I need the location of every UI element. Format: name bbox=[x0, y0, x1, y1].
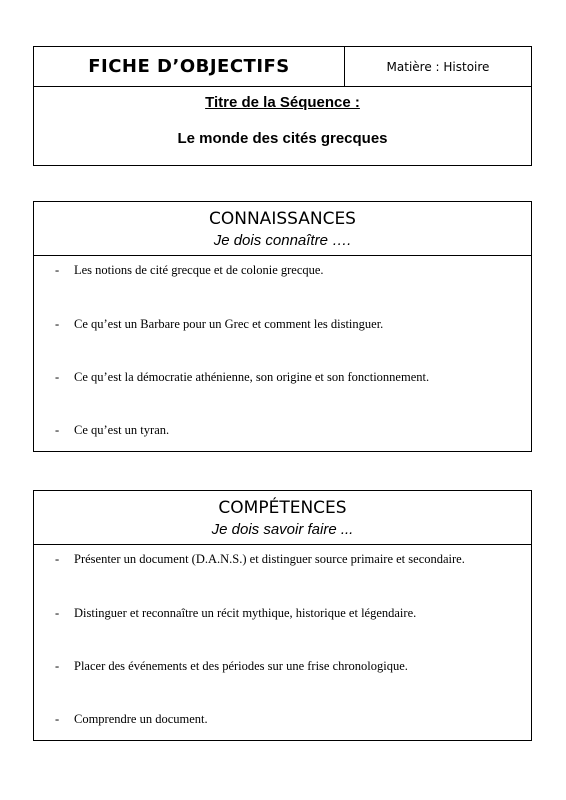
list-item bbox=[55, 263, 521, 278]
bullet-dash: - bbox=[55, 606, 60, 620]
skills-list bbox=[34, 544, 531, 740]
list-item bbox=[55, 712, 521, 727]
header-box bbox=[33, 46, 532, 166]
bullet-dash: - bbox=[55, 659, 60, 673]
list-item-text: Ce qu’est un Barbare pour un Grec et comment les distinguer. bbox=[74, 317, 384, 331]
bullet-dash: - bbox=[55, 423, 60, 437]
sequence-title: Le monde des cités grecques bbox=[177, 130, 388, 147]
list-item-text: Ce qu’est la démocratie athénienne, son origine et son fonctionnement. bbox=[74, 370, 430, 384]
list-item-text: Les notions de cité grecque et de colonie grecque. bbox=[74, 263, 324, 277]
list-item-text: Comprendre un document. bbox=[74, 712, 208, 726]
list-item-text: Distinguer et reconnaître un récit mythique, historique et légendaire. bbox=[74, 606, 417, 620]
knowledge-section bbox=[33, 201, 532, 452]
skills-title: COMPÉTENCES bbox=[218, 498, 347, 518]
document-title: FICHE D’OBJECTIFS bbox=[34, 47, 345, 86]
list-item bbox=[55, 423, 521, 438]
list-item-text: Présenter un document (D.A.N.S.) et distinguer source primaire et secondaire. bbox=[74, 552, 465, 566]
knowledge-list bbox=[34, 255, 531, 451]
knowledge-header bbox=[34, 202, 531, 256]
subject-label: Matière : Histoire bbox=[386, 59, 490, 74]
skills-section bbox=[33, 490, 532, 741]
bullet-dash: - bbox=[55, 370, 60, 384]
list-item-text: Placer des événements et des périodes sur une frise chronologique. bbox=[74, 659, 408, 673]
header-row bbox=[34, 47, 531, 87]
bullet-dash: - bbox=[55, 712, 60, 726]
knowledge-title: CONNAISSANCES bbox=[209, 209, 356, 229]
bullet-dash: - bbox=[55, 263, 60, 277]
list-item bbox=[55, 370, 521, 385]
bullet-dash: - bbox=[55, 552, 60, 566]
knowledge-subtitle: Je dois connaître …. bbox=[213, 232, 352, 249]
sequence-label: Titre de la Séquence : bbox=[205, 94, 360, 111]
list-item bbox=[55, 659, 521, 674]
skills-subtitle: Je dois savoir faire ... bbox=[211, 521, 354, 538]
skills-header bbox=[34, 491, 531, 545]
list-item bbox=[55, 606, 521, 621]
list-item-text: Ce qu’est un tyran. bbox=[74, 423, 170, 437]
list-item bbox=[55, 552, 521, 567]
list-item bbox=[55, 317, 521, 332]
bullet-dash: - bbox=[55, 317, 60, 331]
